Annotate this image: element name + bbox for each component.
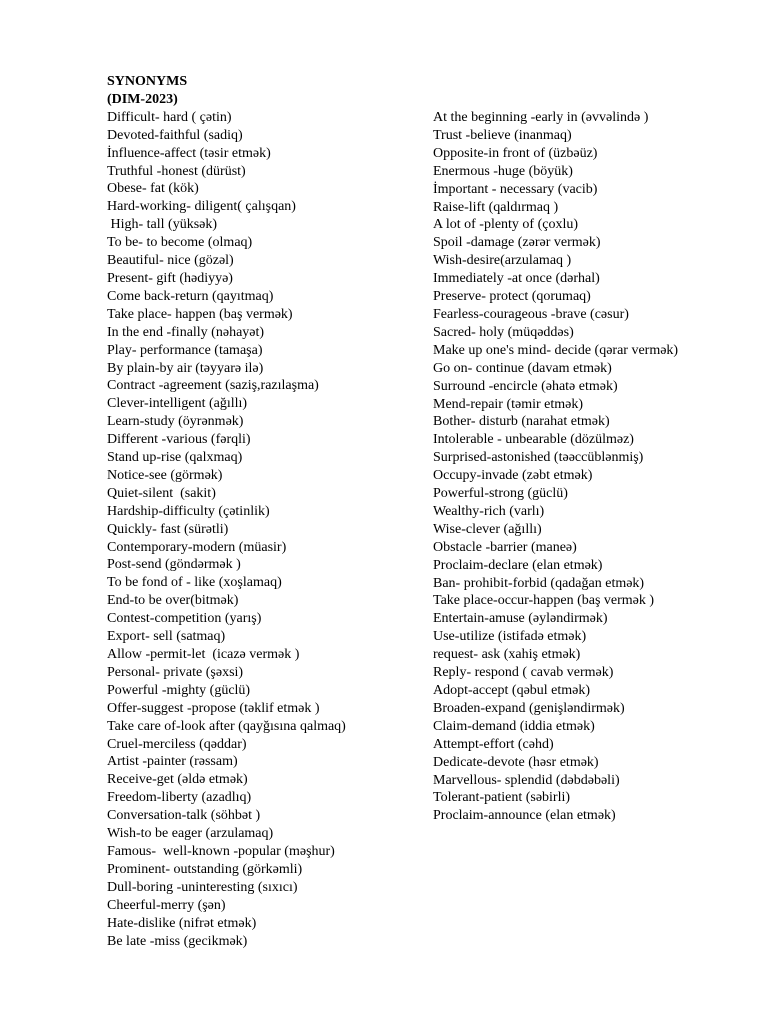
synonym-entry: Different -various (fərqli) bbox=[107, 432, 251, 448]
synonym-entry: End-to be over(bitmək) bbox=[107, 593, 239, 609]
synonym-entry: Hate-dislike (nifrət etmək) bbox=[107, 915, 257, 931]
synonym-entry: Claim-demand (iddia etmək) bbox=[433, 718, 595, 734]
synonym-entry: Allow -permit-let (icazə vermək ) bbox=[107, 647, 300, 662]
synonym-entry: Export- sell (satmaq) bbox=[107, 629, 226, 645]
synonym-entry: Wish-desire(arzulamaq ) bbox=[433, 253, 572, 269]
synonym-entry: Stand up-rise (qalxmaq) bbox=[107, 450, 243, 466]
synonym-entry: By plain-by air (təyyarə ilə) bbox=[107, 360, 264, 376]
synonym-entry: Take care of-look after (qayğısına qalmaq) bbox=[107, 718, 346, 734]
synonym-entry: Cheerful-merry (şən) bbox=[107, 897, 226, 913]
synonym-entry: Notice-see (görmək) bbox=[107, 467, 223, 483]
synonym-entry: Preserve- protect (qorumaq) bbox=[433, 289, 591, 305]
left-column bbox=[107, 73, 427, 950]
synonym-entry: Contemporary-modern (müasir) bbox=[107, 539, 287, 555]
synonym-entry: Sacred- holy (müqəddəs) bbox=[433, 324, 574, 340]
synonym-entry: Marvellous- splendid (dəbdəbəli) bbox=[433, 772, 620, 788]
synonym-entry: Spoil -damage (zərər vermək) bbox=[433, 235, 601, 251]
synonym-entry: Conversation-talk (söhbət ) bbox=[107, 808, 261, 824]
synonym-entry: Make up one's mind- decide (qərar vermək) bbox=[433, 342, 679, 358]
synonym-entry: Trust -believe (inanmaq) bbox=[433, 127, 572, 143]
synonym-entry: Proclaim-declare (elan etmək) bbox=[433, 557, 603, 573]
synonym-entry: To be- to become (olmaq) bbox=[107, 235, 253, 251]
synonym-entry: Cruel-merciless (qəddar) bbox=[107, 736, 247, 752]
synonym-entry: To be fond of - like (xoşlamaq) bbox=[107, 575, 282, 591]
synonym-entry: Proclaim-announce (elan etmək) bbox=[433, 808, 616, 824]
synonym-entry: Hard-working- diligent( çalışqan) bbox=[107, 199, 296, 215]
synonym-entry: Attempt-effort (cəhd) bbox=[433, 736, 554, 752]
synonym-entry: Quiet-silent (sakit) bbox=[107, 485, 216, 501]
synonym-entry: In the end -finally (nəhayət) bbox=[107, 324, 265, 340]
synonym-entry: Fearless-courageous -brave (cəsur) bbox=[433, 306, 629, 322]
synonym-entry: İnfluence-affect (təsir etmək) bbox=[107, 145, 271, 161]
synonym-entry: Post-send (göndərmək ) bbox=[107, 557, 241, 573]
synonym-entry: Immediately -at once (dərhal) bbox=[433, 271, 600, 287]
synonym-entry: Contract -agreement (saziş,razılaşma) bbox=[107, 378, 319, 394]
synonym-entry: Raise-lift (qaldırmaq ) bbox=[433, 199, 559, 215]
synonym-entry: Receive-get (əldə etmək) bbox=[107, 772, 248, 788]
synonym-entry: request- ask (xahiş etmək) bbox=[433, 647, 581, 663]
synonym-entry: Surround -encircle (əhatə etmək) bbox=[433, 378, 618, 394]
synonym-entry: Enermous -huge (böyük) bbox=[433, 163, 573, 179]
synonym-entry: Wise-clever (ağıllı) bbox=[433, 521, 542, 537]
synonym-entry: A lot of -plenty of (çoxlu) bbox=[433, 217, 579, 233]
synonym-entry: Powerful-strong (güclü) bbox=[433, 486, 568, 502]
synonym-entry: Ban- prohibit-forbid (qadağan etmək) bbox=[433, 575, 645, 591]
document-subtitle: (DIM-2023) bbox=[107, 91, 178, 107]
synonym-entry: Take place- happen (baş vermək) bbox=[107, 306, 293, 322]
synonym-entry: Dedicate-devote (həsr etmək) bbox=[433, 754, 599, 770]
synonym-entry: Hardship-difficulty (çətinlik) bbox=[107, 503, 270, 519]
synonym-entry: Present- gift (hədiyyə) bbox=[107, 270, 233, 286]
synonym-entry: Powerful -mighty (güclü) bbox=[107, 682, 251, 698]
synonym-entry: Artist -painter (rəssam) bbox=[107, 754, 238, 770]
synonym-entry: Offer-suggest -propose (təklif etmək ) bbox=[107, 700, 320, 716]
synonym-entry: Occupy-invade (zəbt etmək) bbox=[433, 468, 593, 484]
synonym-entry: Famous- well-known -popular (məşhur) bbox=[107, 843, 335, 859]
synonym-entry: Go on- continue (davam etmək) bbox=[433, 360, 612, 376]
synonym-entry: Adopt-accept (qəbul etmək) bbox=[433, 683, 591, 698]
document-title: SYNONYMS bbox=[107, 74, 188, 89]
synonym-entry: Entertain-amuse (əyləndirmək) bbox=[433, 611, 608, 627]
right-column bbox=[433, 109, 753, 825]
synonym-entry: Quickly- fast (sürətli) bbox=[107, 521, 229, 537]
synonym-entry: Truthful -honest (dürüst) bbox=[107, 163, 246, 179]
synonym-entry: Opposite-in front of (üzbəüz) bbox=[433, 145, 598, 161]
synonym-entry: Personal- private (şəxsi) bbox=[107, 664, 244, 680]
synonym-entry: Broaden-expand (genişləndirmək) bbox=[433, 700, 625, 716]
synonym-entry: Take place-occur-happen (baş vermək ) bbox=[433, 593, 655, 609]
synonym-entry: Freedom-liberty (azadlıq) bbox=[107, 790, 252, 806]
synonym-entry: Reply- respond ( cavab vermək) bbox=[433, 665, 614, 681]
synonym-entry: İmportant - necessary (vacib) bbox=[433, 181, 598, 197]
synonym-entry: Obstacle -barrier (maneə) bbox=[433, 539, 577, 555]
synonym-entry: Intolerable - unbearable (dözülməz) bbox=[433, 432, 634, 448]
synonym-entry: High- tall (yüksək) bbox=[107, 217, 218, 233]
synonym-entry: Come back-return (qayıtmaq) bbox=[107, 288, 274, 304]
synonym-entry: Contest-competition (yarış) bbox=[107, 611, 262, 627]
synonym-entry: Use-utilize (istifadə etmək) bbox=[433, 629, 587, 645]
synonym-entry: Beautiful- nice (gözəl) bbox=[107, 253, 234, 269]
synonym-entry: Play- performance (tamaşa) bbox=[107, 342, 263, 358]
synonym-entry: Tolerant-patient (səbirli) bbox=[433, 790, 571, 806]
synonym-entry: Surprised-astonished (təəccüblənmiş) bbox=[433, 450, 644, 466]
synonym-entry: Bother- disturb (narahat etmək) bbox=[433, 414, 610, 430]
synonym-entry: Mend-repair (təmir etmək) bbox=[433, 396, 584, 412]
synonym-entry: Obese- fat (kök) bbox=[107, 181, 199, 197]
synonym-entry: Be late -miss (gecikmək) bbox=[107, 933, 248, 949]
synonym-entry: Prominent- outstanding (görkəmli) bbox=[107, 861, 303, 877]
synonym-entry: Difficult- hard ( çətin) bbox=[107, 109, 232, 125]
synonym-entry: Wealthy-rich (varlı) bbox=[433, 503, 545, 519]
synonym-entry: Dull-boring -uninteresting (sıxıcı) bbox=[107, 879, 298, 895]
synonym-entry: Learn-study (öyrənmək) bbox=[107, 414, 244, 430]
synonym-entry: Devoted-faithful (sadiq) bbox=[107, 127, 243, 143]
synonym-entry: At the beginning -early in (əvvəlində ) bbox=[433, 110, 649, 125]
synonym-entry: Clever-intelligent (ağıllı) bbox=[107, 396, 248, 412]
synonym-entry: Wish-to be eager (arzulamaq) bbox=[107, 826, 274, 842]
